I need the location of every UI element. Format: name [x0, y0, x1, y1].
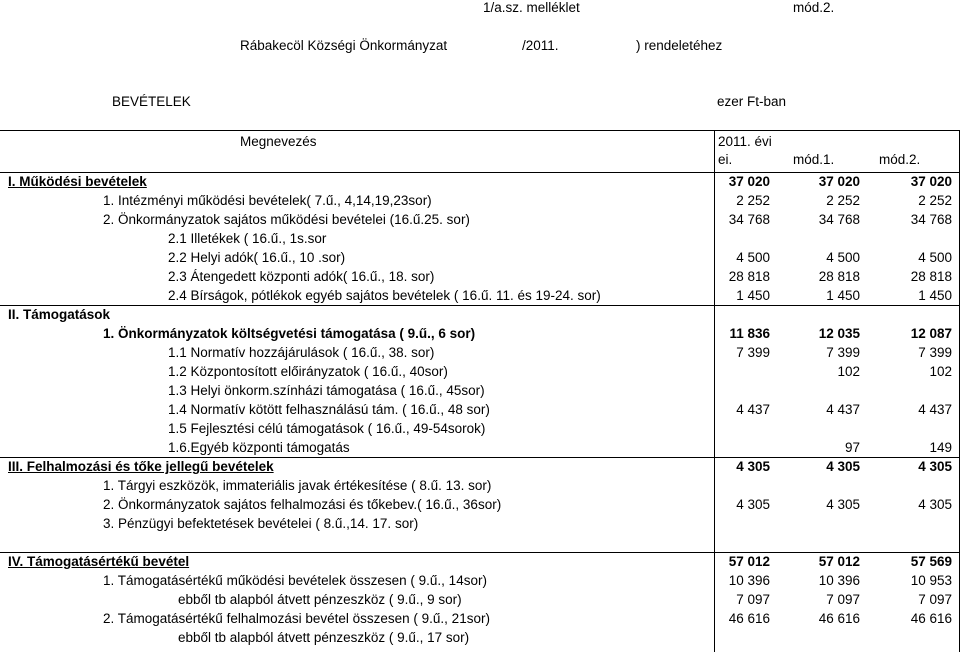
value-2011: 2 252: [736, 193, 770, 208]
table-row: [0, 362, 960, 381]
row-label: 1.4 Normatív kötött felhasználású tám. ( 16.ű., 48 sor): [168, 402, 490, 417]
value-mod1: 1 450: [826, 288, 860, 303]
value-2011: 4 437: [736, 402, 770, 417]
value-mod1: 4 500: [826, 250, 860, 265]
table-row: [0, 476, 960, 495]
table-row: [0, 457, 960, 476]
value-2011: 34 768: [728, 212, 770, 227]
row-label: 2. Támogatásértékű felhalmozási bevétel összesen ( 9.ű., 21sor): [103, 611, 490, 626]
value-mod2: 102: [929, 364, 952, 379]
value-mod1: 46 616: [818, 611, 860, 626]
value-mod2: 34 768: [910, 212, 952, 227]
row-label: ebből tb alapból átvett pénzeszköz ( 9.ű., 9 sor): [178, 592, 462, 607]
table-row: [0, 286, 960, 305]
table-row: [0, 533, 960, 552]
row-label: 1.6.Egyéb központi támogatás: [168, 440, 350, 455]
value-mod1: 4 305: [826, 459, 860, 474]
value-2011: 1 450: [736, 288, 770, 303]
row-label: 1.3 Helyi önkorm.színházi támogatása ( 16.ű., 45sor): [168, 383, 485, 398]
value-mod2: 4 305: [918, 459, 952, 474]
row-label: I. Működési bevételek: [8, 174, 147, 189]
grid-line: [0, 305, 960, 306]
value-2011: 7 399: [736, 345, 770, 360]
table-row: [0, 438, 960, 457]
table-row: [0, 210, 960, 229]
value-2011: 57 012: [728, 554, 770, 569]
value-mod2: 149: [929, 440, 952, 455]
row-label: 2.1 Illetékek ( 16.ű., 1s.sor: [168, 231, 327, 246]
table-row: [0, 590, 960, 609]
decree-suffix: ) rendeletéhez: [636, 38, 723, 53]
value-mod1: 4 437: [826, 402, 860, 417]
unit-label: ezer Ft-ban: [717, 94, 787, 109]
value-2011: 10 396: [728, 573, 770, 588]
value-mod1: 12 035: [818, 326, 860, 341]
row-label: 1.5 Fejlesztési célú támogatások ( 16.ű., 49-54sorok): [168, 421, 486, 436]
table-row: [0, 400, 960, 419]
table-row: [0, 267, 960, 286]
table-row: [0, 609, 960, 628]
row-label: 3. Pénzügyi befektetések bevételei ( 8.ű.,14. 17. sor): [103, 516, 419, 531]
table-row: [0, 552, 960, 571]
row-label: 1. Önkormányzatok költségvetési támogatása ( 9.ű., 6 sor): [103, 326, 476, 341]
table-row: [0, 495, 960, 514]
row-label: III. Felhalmozási és tőke jellegű bevételek: [8, 459, 274, 474]
row-label: II. Támogatások: [8, 307, 111, 322]
value-mod2: 7 399: [918, 345, 952, 360]
value-mod1: 34 768: [818, 212, 860, 227]
row-label: ebből tb alapból átvett pénzeszköz ( 9.ű., 17 sor): [178, 630, 470, 645]
value-2011: 4 305: [736, 459, 770, 474]
row-label: 2.4 Bírságok, pótlékok egyéb sajátos bevételek ( 16.ű. 11. és 19-24. sor): [168, 288, 601, 303]
row-label: 1.1 Normatív hozzájárulások ( 16.ű., 38. sor): [168, 345, 435, 360]
table-row: [0, 191, 960, 210]
row-label: IV. Támogatásértékű bevétel: [8, 554, 190, 569]
value-mod1: 2 252: [826, 193, 860, 208]
row-label: 2. Önkormányzatok sajátos felhalmozási és tőkebev.( 16.ű., 36sor): [103, 497, 502, 512]
value-mod2: 28 818: [910, 269, 952, 284]
value-mod2: 7 097: [918, 592, 952, 607]
value-mod1: 37 020: [818, 174, 860, 189]
row-label: 2.2 Helyi adók( 16.ű., 10 .sor): [168, 250, 346, 265]
table-row: [0, 381, 960, 400]
value-2011: 46 616: [728, 611, 770, 626]
annex-label: 1/a.sz. melléklet: [483, 0, 580, 15]
value-2011: 11 836: [729, 326, 770, 341]
table-row: [0, 229, 960, 248]
row-label: 1. Támogatásértékű működési bevételek összesen ( 9.ű., 14sor): [103, 573, 487, 588]
value-mod2: 10 953: [910, 573, 952, 588]
municipality-name: Rábakecöl Községi Önkormányzat: [240, 38, 448, 53]
table-row: [0, 172, 960, 191]
value-2011: 37 020: [728, 174, 770, 189]
value-2011: 4 500: [736, 250, 770, 265]
row-label: 2. Önkormányzatok sajátos működési bevételei (16.ű.25. sor): [103, 212, 470, 227]
value-mod2: 12 087: [910, 326, 952, 341]
annex-modification: mód.2.: [793, 0, 835, 15]
value-mod1: 102: [837, 364, 860, 379]
value-mod1: 28 818: [818, 269, 860, 284]
column-header-col2: mód.1.: [793, 152, 835, 167]
column-header-col3: mód.2.: [879, 152, 921, 167]
value-mod1: 57 012: [818, 554, 860, 569]
value-2011: 28 818: [728, 269, 770, 284]
table-row: [0, 343, 960, 362]
decree-number: /2011.: [522, 38, 559, 53]
value-mod2: 4 305: [918, 497, 952, 512]
value-2011: 7 097: [736, 592, 770, 607]
row-label: 1.2 Központosított előirányzatok ( 16.ű., 40sor): [168, 364, 448, 379]
value-mod2: 37 020: [910, 174, 952, 189]
row-label: 2.3 Átengedett központi adók( 16.ű., 18. sor): [168, 269, 435, 284]
value-mod1: 10 396: [818, 573, 860, 588]
table-row: [0, 514, 960, 533]
table-row: [0, 628, 960, 647]
table-row: [0, 305, 960, 324]
column-header-col1-bottom: ei.: [718, 152, 733, 167]
value-mod1: 7 097: [826, 592, 860, 607]
table-row: [0, 571, 960, 590]
value-mod1: 7 399: [826, 345, 860, 360]
column-header-name: Megnevezés: [240, 134, 317, 149]
table-row: [0, 324, 960, 343]
value-mod2: 57 569: [910, 554, 952, 569]
row-label: 1. Intézményi működési bevételek( 7.ű., 4,14,19,23sor): [103, 193, 432, 208]
row-label: 1. Tárgyi eszközök, immateriális javak értékesítése ( 8.ű. 13. sor): [103, 478, 492, 493]
section-title: BEVÉTELEK: [112, 94, 191, 109]
grid-line: [0, 130, 960, 131]
value-mod2: 46 616: [910, 611, 952, 626]
value-mod2: 4 437: [918, 402, 952, 417]
value-mod1: 97: [844, 440, 860, 455]
column-header-col1-top: 2011. évi: [718, 134, 772, 149]
value-mod2: 2 252: [918, 193, 952, 208]
value-mod1: 4 305: [826, 497, 860, 512]
table-row: [0, 248, 960, 267]
value-2011: 4 305: [736, 497, 770, 512]
table-row: [0, 419, 960, 438]
value-mod2: 1 450: [918, 288, 952, 303]
value-mod2: 4 500: [918, 250, 952, 265]
